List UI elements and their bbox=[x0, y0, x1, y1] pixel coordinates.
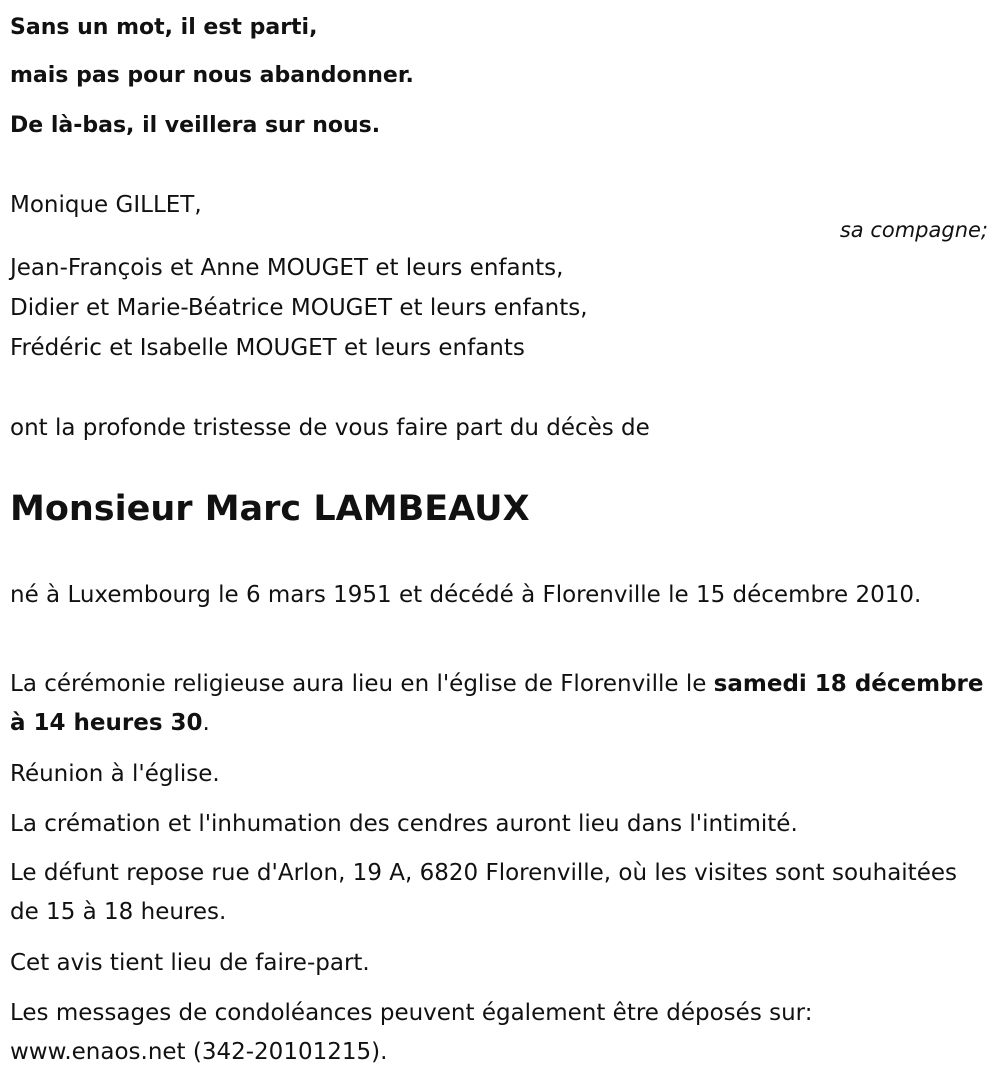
poem-line-1: Sans un mot, il est parti, bbox=[10, 15, 318, 40]
child-family-1: Jean-François et Anne MOUGET et leurs enfants, bbox=[10, 255, 564, 281]
partner-relation: sa compagne; bbox=[839, 218, 988, 242]
partner-name: Monique GILLET, bbox=[10, 192, 202, 218]
child-family-3: Frédéric et Isabelle MOUGET et leurs enfants bbox=[10, 335, 525, 361]
ceremony-suffix: . bbox=[202, 710, 210, 736]
notice-paragraph: Cet avis tient lieu de faire-part. bbox=[10, 950, 370, 976]
poem-line-3: De là-bas, il veillera sur nous. bbox=[10, 113, 381, 138]
deceased-name: Monsieur Marc LAMBEAUX bbox=[10, 489, 530, 529]
poem-line-2: mais pas pour nous abandonner. bbox=[10, 63, 414, 88]
ceremony-prefix: La cérémonie religieuse aura lieu en l'église de Florenville le bbox=[10, 671, 714, 697]
ceremony-datetime: samedi 18 décembre à 14 heures 30 bbox=[10, 671, 984, 736]
meeting-paragraph: Réunion à l'église. bbox=[10, 761, 220, 787]
ceremony-paragraph bbox=[10, 665, 985, 743]
child-family-2: Didier et Marie-Béatrice MOUGET et leurs enfants, bbox=[10, 295, 588, 321]
birth-death-paragraph: né à Luxembourg le 6 mars 1951 et décédé à Florenville le 15 décembre 2010. bbox=[10, 582, 922, 608]
announcement-text: ont la profonde tristesse de vous faire part du décès de bbox=[10, 415, 650, 441]
cremation-paragraph: La crémation et l'inhumation des cendres auront lieu dans l'intimité. bbox=[10, 811, 798, 837]
repose-paragraph: Le défunt repose rue d'Arlon, 19 A, 6820 Florenville, où les visites sont souhaitées de 15 à 18 heures. bbox=[10, 860, 957, 925]
condolences-paragraph: Les messages de condoléances peuvent également être déposés sur: www.enaos.net (342-20101215). bbox=[10, 1000, 813, 1065]
